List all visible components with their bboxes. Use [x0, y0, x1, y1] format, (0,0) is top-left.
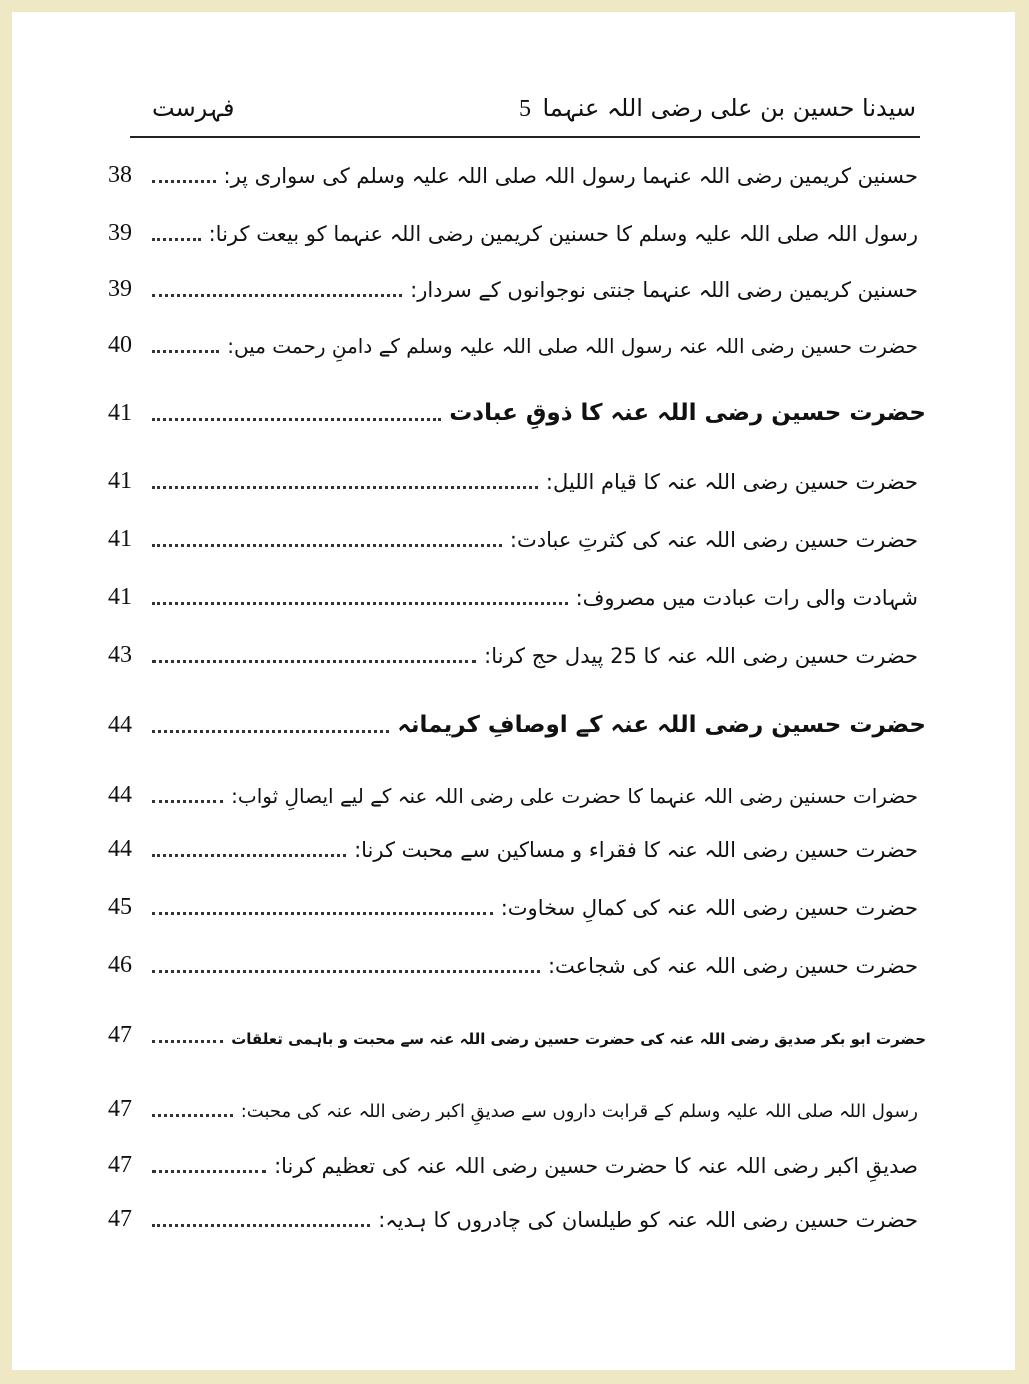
- toc-entry-page: 41: [108, 526, 132, 552]
- toc-entry-title: حضرت ابو بکر صدیق رضی اللہ عنہ کی حضرت حسین رضی اللہ عنہ سے محبت و باہمی تعلقات: [231, 1030, 926, 1048]
- dot-leader: [152, 854, 346, 857]
- toc-entry-page: 44: [108, 836, 132, 862]
- toc-entry-page: 47: [108, 1152, 132, 1178]
- document-page: [12, 12, 1015, 1370]
- toc-entry[interactable]: [108, 210, 918, 250]
- toc-entry[interactable]: [108, 574, 918, 614]
- section-name: فہرست: [152, 94, 235, 122]
- toc-entry-title: حسنین کریمین رضی اللہ عنہما جنتی نوجوانوں کے سردار:: [410, 278, 918, 302]
- toc-chapter-entry[interactable]: [108, 1012, 926, 1052]
- dot-leader: [152, 1114, 233, 1117]
- toc-entry-page: 38: [108, 162, 132, 188]
- toc-entry-page: 47: [108, 1022, 132, 1048]
- dot-leader: [152, 180, 216, 183]
- toc-entry-title: حضرت حسین رضی اللہ عنہ رسول اللہ صلی اللہ علیہ وسلم کے دامنِ رحمت میں:: [227, 334, 918, 358]
- toc-entry-page: 39: [108, 276, 132, 302]
- dot-leader: [152, 800, 223, 803]
- toc-entry-title: حضرت حسین رضی اللہ عنہ کا فقراء و مساکین سے محبت کرنا:: [354, 838, 918, 862]
- toc-entry-title: حسنین کریمین رضی اللہ عنہما رسول اللہ صلی اللہ علیہ وسلم کی سواری پر:: [223, 164, 918, 188]
- dot-leader: [152, 730, 389, 733]
- toc-entry-title: حضرت حسین رضی اللہ عنہ کے اوصافِ کریمانہ: [397, 712, 926, 738]
- dot-leader: [152, 970, 540, 973]
- toc-entry[interactable]: [108, 1196, 918, 1236]
- toc-entry-title: حضرات حسنین رضی اللہ عنہما کا حضرت علی رضی اللہ عنہ کے لیے ایصالِ ثواب:: [231, 784, 918, 808]
- toc-entry-page: 41: [108, 400, 132, 426]
- toc-entry[interactable]: [108, 516, 918, 556]
- toc-entry-page: 40: [108, 332, 132, 358]
- toc-entry-title: رسول اللہ صلی اللہ علیہ وسلم کے قرابت داروں سے صدیقِ اکبر رضی اللہ عنہ کی محبت:: [240, 1101, 918, 1122]
- toc-entry-title: شہادت والی رات عبادت میں مصروف:: [575, 586, 918, 610]
- toc-entry-title: حضرت حسین رضی اللہ عنہ کی کمالِ سخاوت:: [500, 896, 918, 920]
- toc-entry[interactable]: [108, 1142, 918, 1182]
- toc-entry-page: 41: [108, 584, 132, 610]
- toc-entry-title: حضرت حسین رضی اللہ عنہ کا ذوقِ عبادت: [449, 400, 926, 426]
- toc-entry-page: 44: [108, 712, 132, 738]
- table-of-contents: [12, 12, 1015, 1370]
- book-title: سیدنا حسین بن علی رضی اللہ عنہما: [542, 94, 916, 122]
- toc-entry-page: 46: [108, 952, 132, 978]
- dot-leader: [152, 1040, 223, 1043]
- dot-leader: [152, 912, 493, 915]
- toc-entry[interactable]: [108, 772, 918, 812]
- dot-leader: [152, 544, 502, 547]
- toc-entry[interactable]: [108, 458, 918, 498]
- dot-leader: [152, 660, 476, 663]
- dot-leader: [152, 350, 219, 353]
- dot-leader: [152, 418, 441, 421]
- toc-entry[interactable]: [108, 1086, 918, 1126]
- dot-leader: [152, 238, 201, 241]
- toc-entry-page: 47: [108, 1206, 132, 1232]
- toc-entry[interactable]: [108, 632, 918, 672]
- toc-entry-page: 44: [108, 782, 132, 808]
- toc-entry-title: حضرت حسین رضی اللہ عنہ کا قیام اللیل:: [545, 470, 918, 494]
- toc-entry-title: حضرت حسین رضی اللہ عنہ کو طیلسان کی چادروں کا ہدیہ:: [378, 1208, 918, 1232]
- toc-entry[interactable]: [108, 152, 918, 192]
- toc-entry-title: حضرت حسین رضی اللہ عنہ کی شجاعت:: [547, 954, 918, 978]
- toc-entry[interactable]: [108, 826, 918, 866]
- toc-entry-title: رسول اللہ صلی اللہ علیہ وسلم کا حسنین کریمین رضی اللہ عنہما کو بیعت کرنا:: [208, 222, 918, 246]
- toc-entry-page: 47: [108, 1096, 132, 1122]
- toc-entry-title: حضرت حسین رضی اللہ عنہ کی کثرتِ عبادت:: [509, 528, 918, 552]
- toc-entry-page: 45: [108, 894, 132, 920]
- toc-chapter-entry[interactable]: [108, 390, 926, 430]
- toc-entry[interactable]: [108, 322, 918, 362]
- toc-entry-page: 41: [108, 468, 132, 494]
- dot-leader: [152, 294, 402, 297]
- toc-entry-page: 39: [108, 220, 132, 246]
- dot-leader: [152, 486, 538, 489]
- toc-entry-title: صدیقِ اکبر رضی اللہ عنہ کا حضرت حسین رضی اللہ عنہ کی تعظیم کرنا:: [274, 1154, 918, 1178]
- dot-leader: [152, 1224, 370, 1227]
- toc-entry[interactable]: [108, 884, 918, 924]
- toc-chapter-entry[interactable]: [108, 702, 926, 742]
- toc-entry[interactable]: [108, 266, 918, 306]
- page-number: 5: [519, 96, 531, 122]
- toc-entry[interactable]: [108, 942, 918, 982]
- toc-entry-title: حضرت حسین رضی اللہ عنہ کا 25 پیدل حج کرنا:: [484, 644, 918, 668]
- dot-leader: [152, 1170, 266, 1173]
- dot-leader: [152, 602, 568, 605]
- toc-entry-page: 43: [108, 642, 132, 668]
